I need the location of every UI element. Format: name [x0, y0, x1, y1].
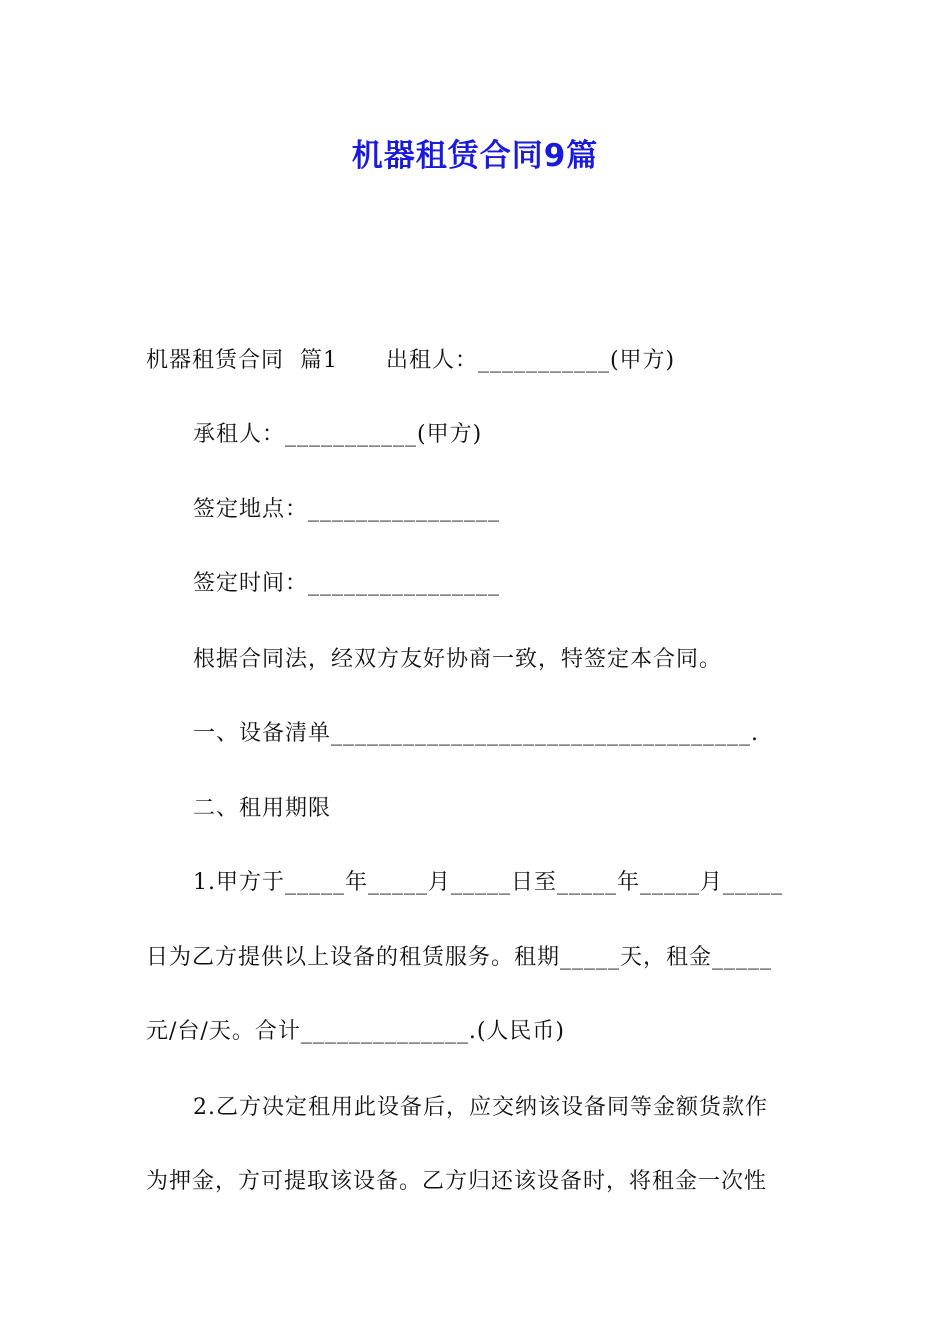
paragraph-line-1: 机器租赁合同 篇1 出租人：___________(甲方) — [146, 348, 676, 373]
paragraph-line-2: 承租人：___________(甲方) — [193, 422, 483, 447]
paragraph-line-6: 一、设备清单___________________________________. — [193, 721, 759, 746]
paragraph-line-8: 1.甲方于_____年_____月_____日至_____年_____月_____ — [193, 870, 783, 895]
paragraph-line-12: 为押金，方可提取该设备。乙方归还该设备时，将租金一次性 — [146, 1169, 768, 1194]
paragraph-line-9: 日为乙方提供以上设备的租赁服务。租期_____天，租金_____ — [146, 945, 773, 970]
paragraph-line-4: 签定时间：________________ — [193, 571, 501, 596]
paragraph-line-7: 二、租用期限 — [193, 796, 332, 821]
paragraph-line-10: 元/台/天。合计______________.(人民币) — [146, 1019, 565, 1044]
paragraph-line-11: 2.乙方决定租用此设备后，应交纳该设备同等金额货款作 — [193, 1095, 768, 1120]
paragraph-line-3: 签定地点：________________ — [193, 497, 501, 522]
paragraph-line-5: 根据合同法，经双方友好协商一致，特签定本合同。 — [193, 647, 723, 672]
document-title: 机器租赁合同9篇 — [351, 138, 599, 174]
